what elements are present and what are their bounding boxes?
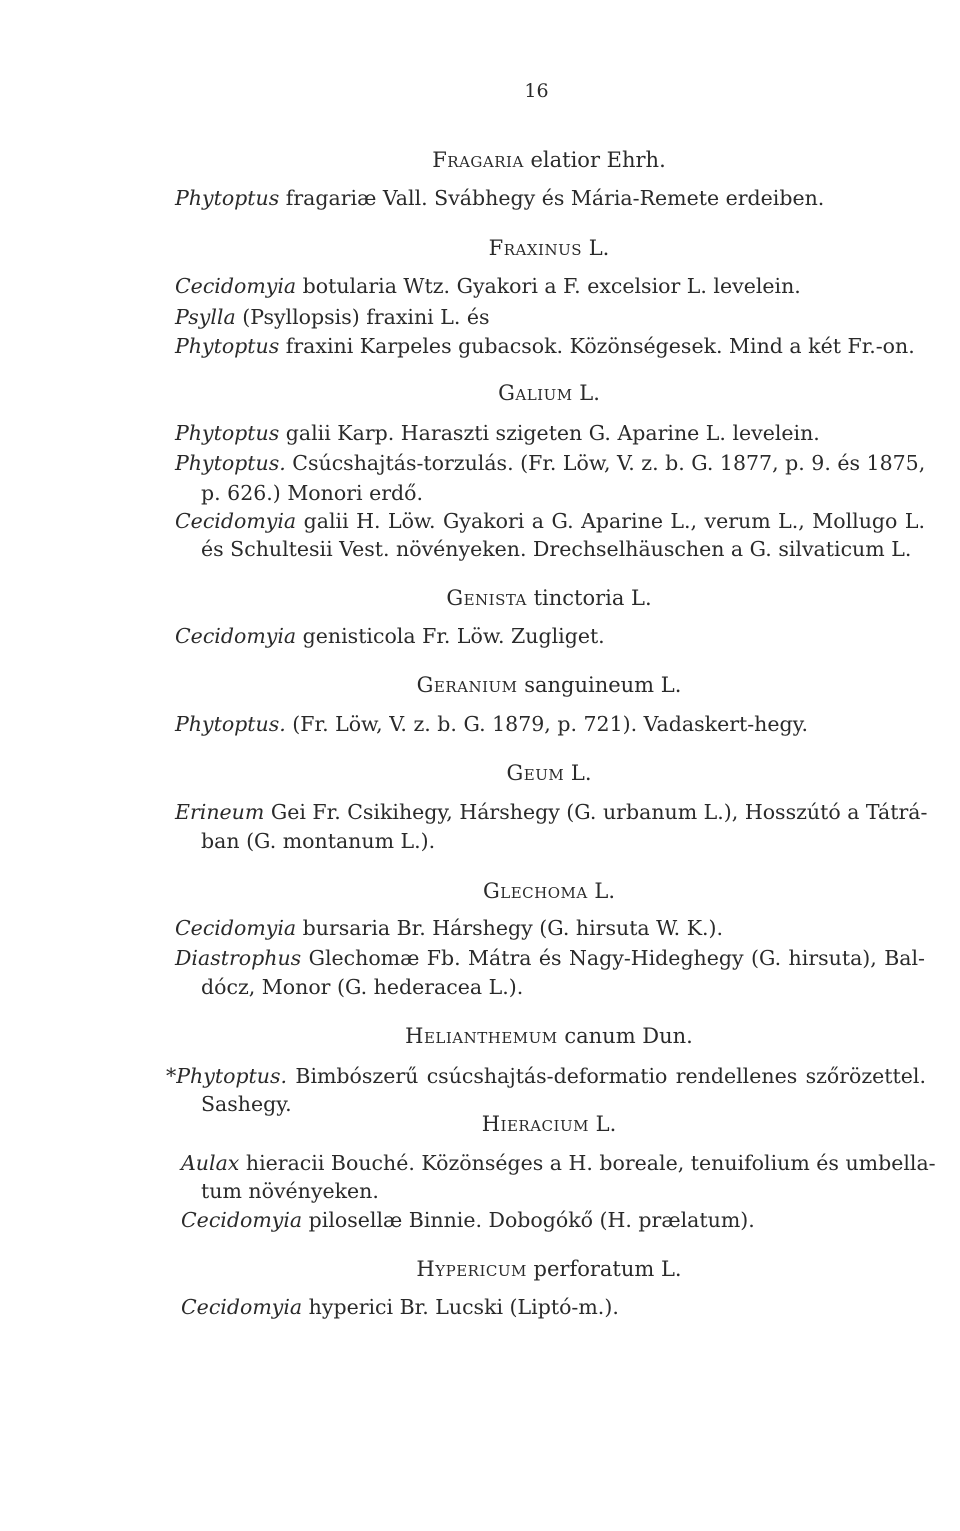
entry-line	[201, 1179, 379, 1203]
entry-text: (Psyllopsis) fraxini L. és	[242, 305, 490, 329]
entry-line	[181, 1151, 936, 1175]
entry-line	[201, 481, 423, 505]
genus-rest: canum Dun.	[564, 1024, 693, 1048]
taxon-name: Cecidomyia	[181, 1208, 303, 1232]
entry-line	[181, 1295, 619, 1319]
genus-name: Fraxinus	[488, 236, 583, 260]
taxon-name: Cecidomyia	[175, 274, 297, 298]
entry-text: Sashegy.	[201, 1092, 292, 1116]
entry-text: Gei Fr. Csikihegy, Hárshegy (G. urbanum L.), Hosszútó a Tátrá-	[270, 800, 928, 824]
entry-text: fragariæ Vall. Svábhegy és Mária-Remete erdeiben.	[285, 186, 825, 210]
section-heading-geranium	[0, 673, 960, 697]
genus-name: Genista	[446, 586, 527, 610]
entry-text: hieracii Bouché. Közönséges a H. boreale, tenuifolium és umbella-	[245, 1151, 936, 1175]
entry-line	[175, 274, 801, 298]
section-heading-glechoma	[0, 879, 960, 903]
genus-name: Hypericum	[416, 1257, 527, 1281]
entry-text: Bimbószerű csúcshajtás-deformatio rendellenes szőrözettel.	[295, 1064, 926, 1088]
genus-rest: L.	[570, 761, 592, 785]
entry-line	[201, 537, 911, 561]
section-heading-fragaria	[0, 148, 960, 172]
entry-line	[201, 829, 435, 853]
genus-rest: L.	[595, 1112, 617, 1136]
genus-rest: tinctoria L.	[533, 586, 652, 610]
genus-name: Galium	[498, 381, 573, 405]
entry-line	[175, 624, 605, 648]
taxon-name: Phytoptus	[175, 334, 280, 358]
taxon-name: Phytoptus	[175, 186, 280, 210]
section-heading-geum	[0, 761, 960, 785]
taxon-name: Cecidomyia	[175, 624, 297, 648]
entry-line	[175, 334, 915, 358]
entry-text: genisticola Fr. Löw. Zugliget.	[302, 624, 605, 648]
entry-line	[175, 421, 820, 445]
genus-rest: elatior Ehrh.	[530, 148, 666, 172]
entry-line	[175, 712, 808, 736]
genus-name: Geranium	[416, 673, 518, 697]
entry-text: ban (G. montanum L.).	[201, 829, 436, 853]
taxon-name: *Phytoptus.	[166, 1064, 288, 1088]
genus-name: Glechoma	[482, 879, 588, 903]
entry-text: galii Karp. Haraszti szigeten G. Aparine L. levelein.	[285, 421, 820, 445]
taxon-name: Psylla	[175, 305, 236, 329]
taxon-name: Cecidomyia	[175, 916, 297, 940]
taxon-name: Phytoptus.	[175, 451, 286, 475]
taxon-name: Cecidomyia	[175, 509, 297, 533]
genus-name: Geum	[506, 761, 565, 785]
section-heading-hypericum	[0, 1257, 960, 1281]
entry-line	[175, 509, 925, 533]
taxon-name: Diastrophus	[175, 946, 302, 970]
genus-rest: L.	[594, 879, 616, 903]
taxon-name: Phytoptus.	[175, 712, 286, 736]
entry-text: (Fr. Löw, V. z. b. G. 1879, p. 721). Vadaskert-hegy.	[292, 712, 808, 736]
genus-name: Helianthemum	[405, 1024, 558, 1048]
entry-line	[175, 916, 723, 940]
entry-text: Glechomæ Fb. Mátra és Nagy-Hideghegy (G. hirsuta), Bal-	[308, 946, 925, 970]
entry-line	[181, 1208, 755, 1232]
section-heading-helianthemum	[0, 1024, 960, 1048]
entry-text: galii H. Löw. Gyakori a G. Aparine L., verum L., Mollugo L.	[303, 509, 925, 533]
taxon-name: Erineum	[175, 800, 265, 824]
taxon-name: Phytoptus	[175, 421, 280, 445]
entry-text: tum növényeken.	[201, 1179, 379, 1203]
taxon-name: Cecidomyia	[181, 1295, 303, 1319]
entry-text: pilosellæ Binnie. Dobogókő (H. prælatum).	[308, 1208, 755, 1232]
entry-text: és Schultesii Vest. növényeken. Drechselhäuschen a G. silvaticum L.	[201, 537, 912, 561]
entry-text: fraxini Karpeles gubacsok. Közönségesek. Mind a két Fr.-on.	[285, 334, 915, 358]
entry-text: Csúcshajtás-torzulás. (Fr. Löw, V. z. b. G. 1877, p. 9. és 1875,	[292, 451, 926, 475]
genus-name: Hieracium	[481, 1112, 589, 1136]
section-heading-fraxinus	[0, 236, 960, 260]
entry-line	[175, 186, 824, 210]
entry-line	[175, 305, 490, 329]
section-heading-galium	[0, 381, 960, 405]
entry-line	[201, 975, 523, 999]
section-heading-hieracium	[0, 1112, 960, 1136]
entry-line	[175, 451, 925, 475]
genus-rest: L.	[588, 236, 610, 260]
entry-text: dócz, Monor (G. hederacea L.).	[201, 975, 524, 999]
entry-line	[175, 800, 928, 824]
taxon-name: Aulax	[181, 1151, 240, 1175]
entry-text: hyperici Br. Lucski (Liptó-m.).	[308, 1295, 619, 1319]
entry-line	[175, 946, 925, 970]
entry-text: p. 626.) Monori erdő.	[201, 481, 423, 505]
genus-rest: sanguineum L.	[524, 673, 682, 697]
genus-rest: perforatum L.	[533, 1257, 682, 1281]
page-number: 16	[524, 80, 549, 102]
genus-name: Fragaria	[432, 148, 524, 172]
entry-text: botularia Wtz. Gyakori a F. excelsior L. levelein.	[302, 274, 801, 298]
entry-line	[166, 1064, 926, 1088]
entry-text: bursaria Br. Hárshegy (G. hirsuta W. K.).	[302, 916, 724, 940]
genus-rest: L.	[579, 381, 600, 405]
section-heading-genista	[0, 586, 960, 610]
